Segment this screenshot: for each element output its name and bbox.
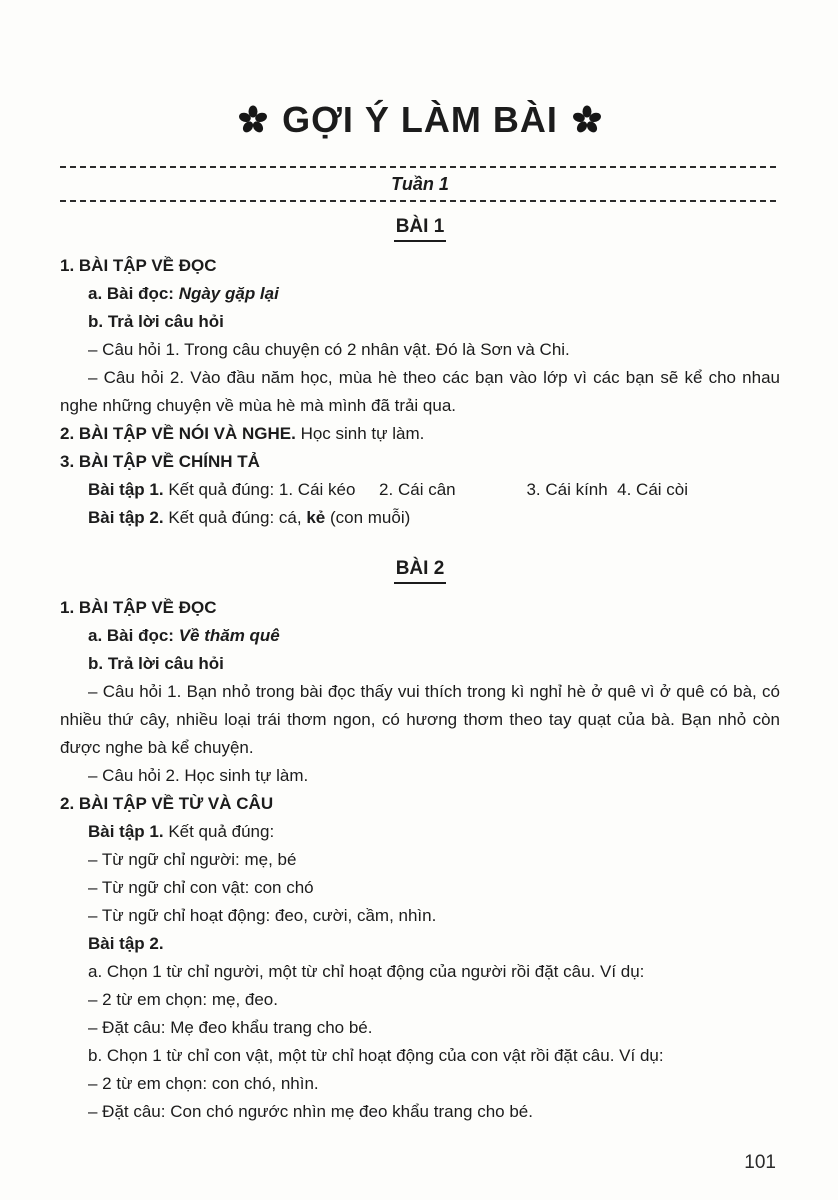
lesson-1-heading: [60, 216, 780, 242]
section-heading-speaking-label: 2. BÀI TẬP VỀ NÓI VÀ NGHE.: [60, 424, 296, 443]
exercise-2-answer-post: (con muỗi): [325, 508, 411, 527]
page-footer: [744, 1152, 776, 1174]
exercise-2-part-a-words: – 2 từ em chọn: mẹ, đeo.: [88, 990, 278, 1009]
section-heading-vocabulary: 2. BÀI TẬP VỀ TỪ VÀ CÂU: [60, 794, 274, 813]
reading-title: Về thăm quê: [178, 626, 280, 645]
exercise-1-line: [60, 818, 780, 846]
exercise-1-answer: Kết quả đúng:: [168, 822, 275, 841]
lesson-2-heading: [60, 558, 780, 584]
exercise-2-part-b: b. Chọn 1 từ chỉ con vật, một từ chỉ hoạt động của con vật rồi đặt câu. Ví dụ:: [88, 1046, 664, 1065]
exercise-2-part-a: a. Chọn 1 từ chỉ người, một từ chỉ hoạt động của người rồi đặt câu. Ví dụ:: [88, 962, 645, 981]
lesson-2-heading-text: BÀI 2: [394, 558, 447, 584]
exercise-2-part-b-sentence: – Đặt câu: Con chó ngước nhìn mẹ đeo khẩu trang cho bé.: [88, 1102, 533, 1121]
lesson-bai-2: [60, 558, 780, 1126]
word-list-item-person: – Từ ngữ chỉ người: mẹ, bé: [88, 850, 297, 869]
question-2-answer: – Câu hỏi 2. Học sinh tự làm.: [88, 766, 309, 785]
section-heading-speaking: [60, 420, 780, 448]
exercise-1-answer: Kết quả đúng: 1. Cái kéo 2. Cái cân 3. Cái kính 4. Cái còi: [168, 480, 689, 499]
page-title-row: [60, 0, 780, 142]
answer-section-label: b. Trả lời câu hỏi: [88, 654, 224, 673]
exercise-1-line: [60, 476, 780, 504]
page-number: 101: [744, 1152, 776, 1173]
dashed-divider-bottom: [60, 200, 780, 202]
exercise-2-label: Bài tập 2.: [88, 508, 169, 527]
reading-label: a. Bài đọc:: [88, 284, 179, 303]
reading-title-line: [60, 280, 780, 308]
question-2-answer: – Câu hỏi 2. Vào đầu năm học, mùa hè theo các bạn vào lớp vì các bạn sẽ kể cho nhau nghe những chuyện về mùa hè mà mình đã trải qua.: [60, 368, 780, 415]
question-1-answer: – Câu hỏi 1. Bạn nhỏ trong bài đọc thấy vui thích trong kì nghỉ hè ở quê vì ở quê có bà, có nhiều thứ cây, nhiều loại trái thơm ngon, có hương thơm theo tay quạt của bà. Bạn nhỏ còn được nghe bà kể chuyện.: [60, 682, 780, 757]
exercise-2-part-a-sentence: – Đặt câu: Mẹ đeo khẩu trang cho bé.: [88, 1018, 373, 1037]
question-1-answer: – Câu hỏi 1. Trong câu chuyện có 2 nhân vật. Đó là Sơn và Chi.: [88, 340, 570, 359]
exercise-1-label: Bài tập 1.: [88, 822, 169, 841]
page-title: GỢI Ý LÀM BÀI: [282, 99, 558, 140]
reading-label: a. Bài đọc:: [88, 626, 179, 645]
week-label: Tuần 1: [391, 174, 449, 194]
reading-title-line: [60, 622, 780, 650]
dashed-divider-top: [60, 166, 780, 168]
exercise-2-label: Bài tập 2.: [88, 934, 164, 953]
word-list-item-action: – Từ ngữ chỉ hoạt động: đeo, cười, cầm, nhìn.: [88, 906, 437, 925]
section-heading-reading: 1. BÀI TẬP VỀ ĐỌC: [60, 256, 217, 275]
lesson-1-heading-text: BÀI 1: [394, 216, 447, 242]
lesson-bai-1: [60, 216, 780, 532]
reading-title: Ngày gặp lại: [178, 284, 279, 303]
exercise-1-label: Bài tập 1.: [88, 480, 169, 499]
section-heading-spelling: 3. BÀI TẬP VỀ CHÍNH TẢ: [60, 452, 260, 471]
exercise-2-line: [60, 504, 780, 532]
section-heading-speaking-note: Học sinh tự làm.: [295, 424, 425, 443]
flower-icon: [572, 105, 602, 135]
answer-section-label: b. Trả lời câu hỏi: [88, 312, 224, 331]
exercise-2-part-b-words: – 2 từ em chọn: con chó, nhìn.: [88, 1074, 319, 1093]
exercise-2-answer-bold: kẻ: [306, 508, 326, 527]
section-heading-reading: 1. BÀI TẬP VỀ ĐỌC: [60, 598, 217, 617]
exercise-2-answer-pre: Kết quả đúng: cá,: [168, 508, 307, 527]
flower-icon: [238, 105, 268, 135]
word-list-item-animal: – Từ ngữ chỉ con vật: con chó: [88, 878, 314, 897]
